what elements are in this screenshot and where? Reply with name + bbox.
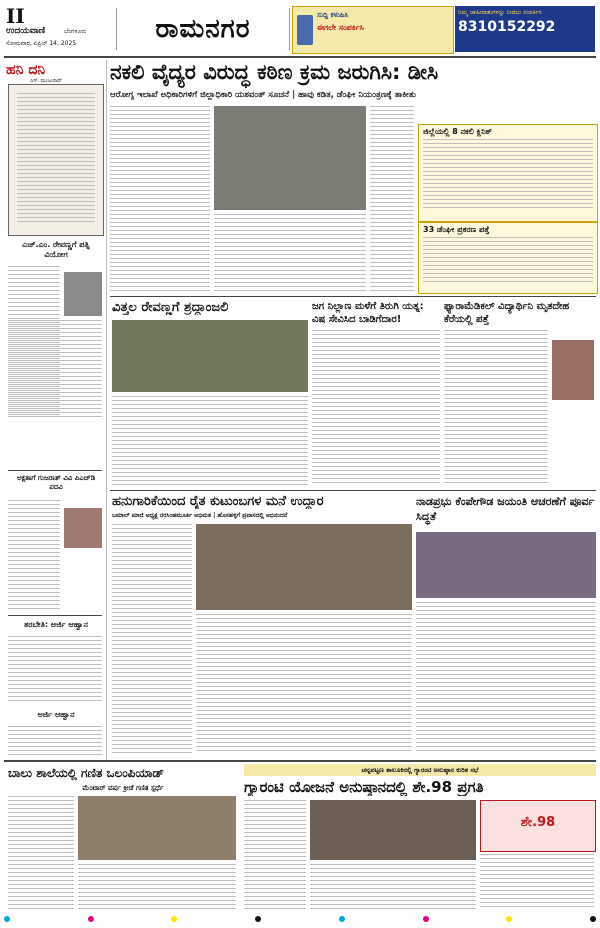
portrait-photo [552, 340, 594, 400]
story-headline: ಫ್ಯಾರಾಮೆಡಿಕಲ್ ವಿದ್ಯಾರ್ಥಿನಿ ಮೃತದೇಹ ಕೆರೆಯಲ್ಲಿ ಪತ್ತೆ [444, 301, 570, 325]
text-column [110, 106, 210, 292]
ad-line: ಸುದ್ದಿ ಕಳುಹಿಸಿ [317, 11, 349, 19]
info-box-2 [418, 222, 598, 294]
sidebar-heading-1: ಎಚ್.ಎಂ. ರೇವಣ್ಣಗೆ ಪತ್ನಿ ವಿಯೋಗ [22, 240, 90, 259]
edition: ಬೆಂಗಳೂರು [64, 28, 87, 35]
text-block [8, 726, 102, 756]
text-column [214, 214, 366, 292]
date-line: ಸೋಮವಾರ, ಏಪ್ರಿಲ್ 14, 2025 [6, 40, 77, 47]
text-column [8, 796, 74, 910]
story-subhead: ಬಮಾಲ್ ಮಾಜಿ ಅಧ್ಯಕ್ಷ ನರಸಿಂಹಮೂರ್ತಿ ಅಭಿಮತ | ಹೊಸಹಳ್ಳಿಗೆ ಪ್ರವಾಸದಲ್ಲಿ ಅಭಿನಂದನೆ [112, 512, 288, 519]
text-column [370, 106, 414, 292]
page-number: II [6, 4, 25, 28]
story-headline: ಜಗ ನಿಲ್ಲಾಣ ಮಳೆಗೆ ತಿರುಗಿ ಯತ್ನ: ವಿಷ ಸೇವಿಸಿದ ಬಾಡಿಗೆದಾರ! [312, 301, 424, 325]
meeting-photo [310, 800, 476, 860]
text-column [444, 330, 548, 486]
sidebar-heading-2: ಅಕ್ಷತಾಗೆ ಗುಜರಾತ್ ವಿವಿ ಪಿಎಚ್‌ಡಿ ಪದವಿ [16, 474, 96, 491]
text-block [8, 636, 102, 704]
paper-name: ಉದಯವಾಣಿ [6, 26, 46, 36]
text-column [244, 800, 306, 910]
text-column [312, 330, 440, 486]
text-column [310, 864, 476, 910]
info-box [418, 124, 598, 222]
story-headline: ನಾಡಪ್ರಭು ಕೆಂಪೇಗೌಡ ಜಯಂತಿ ಆಚರಣೆಗೆ ಪೂರ್ವ ಸಿದ್ಧತೆ [416, 495, 595, 523]
students-photo [78, 796, 236, 860]
portrait-photo [64, 272, 102, 316]
portrait-photo [64, 508, 102, 548]
highlight-stat: ಶೇ.98 [520, 815, 556, 830]
section-title: ರಾಮನಗರ [116, 8, 290, 50]
header-rule [4, 56, 596, 58]
story-subhead: ಮೆಂಟಾರ್ ವರ್ಷ ಕ್ರೀಡೆ ಗಣಿತ ಸ್ಪರ್ಧೆ [82, 784, 164, 792]
text-column [416, 602, 596, 754]
story-headline: ವಿತ್ತಲ ರೇವಣ್ಣಗೆ ಶ್ರದ್ಧಾಂಜಲಿ [112, 300, 229, 315]
lead-subhead: ಆರೋಗ್ಯ ಇಲಾಖೆ ಅಧಿಕಾರಿಗಳಿಗೆ ಜಿಲ್ಲಾಧಿಕಾರಿ ಯಶವಂತ್ ಸೂಚನೆ | ಹಾವು ಕಡಿತ, ಡೆಂಘೀ ನಿಯಂತ್ರಣಕ್ಕೆ ತಾಕೀತು [110, 90, 416, 100]
text-column [78, 864, 236, 910]
story-headline: ಹನುಗಾರಿಕೆಯಿಂದ ರೈತ ಕುಟುಂಬಗಳ ಮನೆ ಉದ್ದಾರ [112, 494, 324, 509]
print-registration-marks [4, 916, 596, 924]
info-box-title: ಜಿಲ್ಲೆಯಲ್ಲಿ 8 ನಕಲಿ ಕ್ಲಿನಿಕ್ [423, 127, 492, 136]
text-column [112, 524, 192, 754]
ad-box-right [455, 6, 595, 52]
highlight-box [480, 800, 596, 852]
text-column [112, 396, 308, 486]
text-column [480, 854, 594, 910]
sidebar-heading-3: ತರಬೇತಿ: ಅರ್ಜಿ ಆಹ್ವಾನ [24, 620, 88, 629]
meeting-photo [416, 532, 596, 598]
sidebar [6, 60, 107, 760]
ad-phone: 8310152292 [458, 19, 556, 35]
text-block [8, 500, 60, 610]
lead-headline: ನಕಲಿ ವೈದ್ಯರ ವಿರುದ್ಧ ಕಠಿಣ ಕ್ರಮ ಜರುಗಿಸಿ: ಡೀಸಿ [110, 60, 439, 84]
sidebar-heading-4: ಅರ್ಜಿ ಆಹ್ವಾನ [37, 710, 75, 719]
text-block [8, 320, 102, 418]
phone-icon [297, 15, 313, 45]
sidebar-title: ಹನಿ ದನಿ [6, 62, 46, 78]
story-headline: ಬಾಲು ಶಾಲೆಯಲ್ಲಿ ಗಣಿತ ಒಲಂಪಿಯಾಡ್ [8, 766, 164, 780]
info-box-title: 33 ಡೆಂಘೀ ಪ್ರಕರಣ ಪತ್ತೆ [423, 225, 490, 234]
meeting-photo [214, 106, 366, 210]
group-photo [196, 524, 412, 610]
story-headline: ಗ್ಯಾರಂಟಿ ಯೋಜನೆ ಅನುಷ್ಠಾನದಲ್ಲಿ ಶೇ.98 ಪ್ರಗತಿ [244, 778, 484, 796]
ad-line: ಈಗಲೇ ಸಂಪರ್ಕಿಸಿ [317, 23, 364, 32]
ad-text: ನಿಮ್ಮ ಜಾಹೀರಾತುಗಳನ್ನು ನೀಡಲು ಸಂಪರ್ಕಿಸಿ [458, 9, 542, 16]
sidebar-byline: ಎಸ್. ಮಂಜುನಾಥ್ [30, 78, 62, 84]
tribute-photo [112, 320, 308, 392]
text-column [196, 614, 412, 754]
kicker: ಚನ್ನಪಟ್ಟಣ ತಾಲೂಕಿನಲ್ಲಿ ಗ್ಯಾರಂಟಿ ಅನುಷ್ಠಾನ ಕುರಿತ ಸಭೆ [244, 764, 596, 776]
ad-box-left [292, 6, 454, 54]
poem-box [8, 84, 104, 236]
